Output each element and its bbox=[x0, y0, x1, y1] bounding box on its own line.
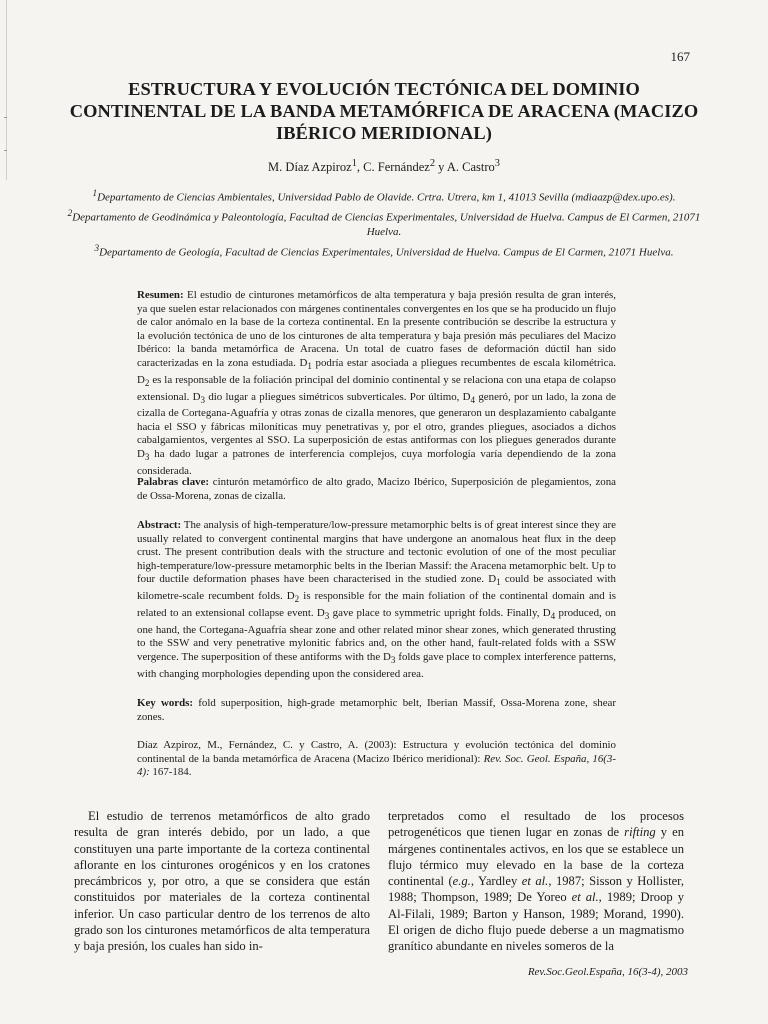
affiliation-text: Departamento de Ciencias Ambientales, Universidad Pablo de Olavide. Crtra. Utrera, km 1, 41013 Sevilla (mdiaazp@dex.upo.es). bbox=[97, 191, 676, 204]
subscript: 1 bbox=[307, 361, 312, 372]
affiliation-item bbox=[60, 206, 708, 239]
resumen-section bbox=[137, 289, 616, 478]
citation-pages: 167-184. bbox=[149, 766, 192, 779]
subscript: 3 bbox=[390, 655, 396, 666]
subscript: 3 bbox=[144, 452, 150, 463]
italic-term: et al. bbox=[521, 874, 549, 889]
scan-edge-mark bbox=[4, 117, 7, 118]
resumen-text: generó, por un lado, la zona de cizalla de Cortegana-Aguafría y otras zonas de cizalla menores, que generaron un desplazamiento cabalgante hacia el SSO y fábricas miloníticas muy penetrativas y, por el otro, grandes pliegues, asociados a dichos cabalgamientos, vergentes al SSO. La superposición de estas antiformas con los pliegues generados durante D bbox=[137, 390, 616, 461]
key-words-section bbox=[137, 697, 616, 724]
resumen-text: es la responsable de la foliación principal del dominio continental y se relaciona con una etapa de colapso extensional. D bbox=[137, 373, 616, 403]
affiliation-superscript: 2 bbox=[67, 208, 73, 219]
affiliation-text: Departamento de Geodinámica y Paleontología, Facultad de Ciencias Experimentales, Universidad de Huelva. Campus de El Carmen, 21071 Huelva. bbox=[72, 211, 701, 239]
body-column-right bbox=[388, 808, 684, 956]
resumen-paragraph bbox=[137, 289, 616, 478]
resumen-label: Resumen: bbox=[137, 289, 184, 301]
page-number: 167 bbox=[670, 49, 690, 64]
affiliation-superscript: 1 bbox=[92, 188, 98, 198]
body-text: y en márgenes continentales activos, en los que se establece un flujo térmico muy elevado en la base de la corteza continental ( bbox=[388, 825, 684, 889]
italic-term: e.g. bbox=[452, 874, 471, 889]
abstract-text: folds gave place to complex interference patterns, with changing morphologies depending upon the considered area. bbox=[137, 650, 616, 680]
scan-edge-mark bbox=[4, 150, 7, 151]
resumen-text: ha dado lugar a patrones de interferencia complejos, cuya morfología varía dependiendo de la zona considerada. bbox=[137, 448, 616, 477]
citation-section bbox=[137, 739, 616, 780]
scan-edge-line bbox=[6, 0, 7, 180]
citation-journal: Rev. Soc. Geol. España, 16(3-4): bbox=[137, 752, 617, 779]
affiliation-item bbox=[60, 186, 708, 205]
body-column-left: El estudio de terrenos metamórficos de alto grado resulta de gran interés debido, por un lado, a que constituyen una parte importante de la corteza continental aflorante en los cinturones orogénicos y en los cratones precámbricos y, por otro, a que se considera que están constituidos por materiales de la corteza continental inferior. Un caso particular dentro de los terrenos de alto grado son los cinturones metamórficos de alta temperatura y baja presión, los cuales han sido in- bbox=[74, 809, 370, 954]
author-list bbox=[0, 158, 768, 175]
citation-paragraph bbox=[137, 739, 616, 780]
abstract-section bbox=[137, 519, 616, 681]
abstract-text: produced, on one hand, the Cortegana-Aguafría shear zone and other related minor shear zones, which generated thrusting to the SSW and very penetrative mylonitic fabrics and, on the other hand, fault-related folds with a SSW vergence. The superposition of these antiforms with the D bbox=[137, 606, 616, 663]
paper-title: ESTRUCTURA Y EVOLUCIÓN TECTÓNICA DEL DOMINIO CONTINENTAL DE LA BANDA METAMÓRFICA DE ARACENA (MACIZO IBÉRICO MERIDIONAL) bbox=[69, 79, 699, 143]
body-text: , 1989; Droop y Al-Filali, 1989; Barton y Hanson, 1989; Morand, 1990). El origen de dicho flujo puede deberse a un magmatismo granítico abundante en niveles someros de la bbox=[388, 890, 684, 954]
abstract-text: gave place to symmetric upright folds. Finally, D bbox=[329, 606, 551, 619]
author-separator: y bbox=[435, 160, 447, 175]
subscript: 2 bbox=[294, 594, 300, 605]
key-words-paragraph bbox=[137, 697, 616, 724]
italic-term: et al. bbox=[571, 890, 599, 905]
palabras-clave-label: Palabras clave: bbox=[137, 476, 210, 488]
author-superscript: 1 bbox=[351, 158, 357, 169]
subscript: 4 bbox=[550, 611, 556, 622]
palabras-clave-section bbox=[137, 476, 616, 503]
abstract-paragraph bbox=[137, 519, 616, 681]
affiliation-item bbox=[60, 241, 708, 260]
subscript: 1 bbox=[496, 577, 501, 588]
abstract-text: is responsible for the main foliation of the continental domain and is related to an extensional collapse event. D bbox=[137, 590, 617, 619]
resumen-text: El estudio de cinturones metamórficos de alta temperatura y baja presión resulta de gran interés, ya que suelen estar relacionados con márgenes continentales convergentes en los que se ha producido un flujo de calor anómalo en la base de la corteza continental. En la presente contribución se describe la estructura y la evolución tectónica de uno de los cinturones de alta temperatura y baja presión más peculiares del Macizo Ibérico: la banda metamórfica de Aracena. Un total de cuatro fases de deformación dúctil han sido caracterizadas en la zona estudiada. D bbox=[137, 289, 616, 369]
abstract-text: The analysis of high-temperature/low-pressure metamorphic belts is of great interest since they are usually related to convergent continental margins that have undergone an anomalous heat flux in the deep crust. The present contribution deals with the structure and tectonic evolution of one of the most peculiar high-temperature/low-pressure metamorphic belts in the Iberian Massif: the Aracena metamorphic belt. Up to four ductile deformation phases have been characterised in the studied zone. D bbox=[137, 519, 616, 586]
palabras-clave-text: cinturón metamórfico de alto grado, Macizo Ibérico, Superposición de plegamientos, zona de Ossa-Morena, zonas de cizalla. bbox=[137, 476, 617, 502]
citation-text: Díaz Azpiroz, M., Fernández, C. y Castro, A. (2003): Estructura y evolución tectónica del dominio continental de la banda metamórfica de Aracena (Macizo Ibérico meridional): bbox=[137, 739, 616, 765]
affiliations bbox=[60, 186, 708, 261]
key-words-label: Key words: bbox=[137, 697, 194, 709]
abstract-text: could be associated with kilometre-scale recumbent folds. D bbox=[137, 573, 616, 603]
body-text: , 1987; Sisson y Hollister, 1988; Thompson, 1989; De Yoreo bbox=[388, 874, 684, 905]
journal-footer: Rev.Soc.Geol.España, 16(3-4), 2003 bbox=[527, 966, 688, 978]
affiliation-text: Departamento de Geología, Facultad de Ciencias Experimentales, Universidad de Huelva. Campus de El Carmen, 21071 Huelva. bbox=[99, 246, 674, 259]
palabras-clave-paragraph bbox=[137, 476, 616, 503]
resumen-text: podría estar asociada a pliegues recumbentes de escala kilométrica. D bbox=[137, 356, 616, 386]
subscript: 3 bbox=[324, 611, 330, 622]
key-words-text: fold superposition, high-grade metamorphic belt, Iberian Massif, Ossa-Morena zone, shear zones. bbox=[137, 697, 617, 723]
subscript: 3 bbox=[200, 394, 206, 405]
author-name: M. Díaz Azpiroz bbox=[268, 160, 352, 175]
author-superscript: 2 bbox=[429, 158, 436, 169]
subscript: 4 bbox=[470, 394, 476, 405]
affiliation-superscript: 3 bbox=[94, 242, 100, 253]
body-text: , Yardley bbox=[470, 874, 522, 889]
author-superscript: 3 bbox=[494, 158, 500, 169]
italic-term: rifting bbox=[624, 825, 656, 840]
abstract-label: Abstract: bbox=[137, 519, 182, 531]
author-separator: , bbox=[356, 160, 364, 175]
author-name: A. Castro bbox=[446, 160, 495, 175]
author-name: C. Fernández bbox=[363, 160, 430, 175]
subscript: 2 bbox=[144, 377, 150, 388]
resumen-text: dio lugar a pliegues simétricos subverticales. Por último, D bbox=[205, 390, 471, 403]
body-text: terpretados como el resultado de los procesos petrogenéticos que tienen lugar en zonas de bbox=[388, 809, 684, 840]
